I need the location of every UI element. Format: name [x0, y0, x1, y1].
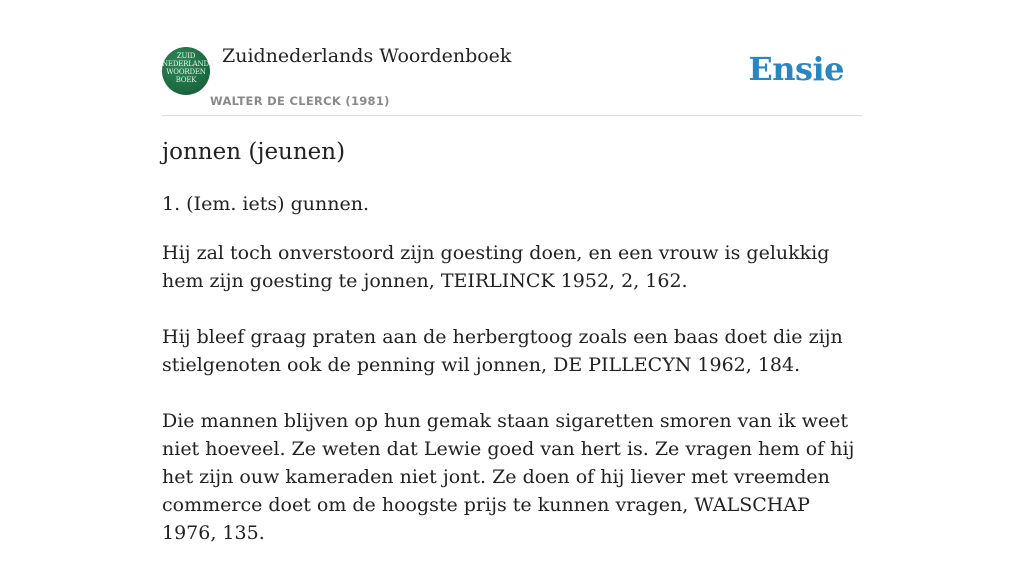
quote-2: Hij bleef graag praten aan de herbergtoog zoals een baas doet die zijn stielgenoten ook de penning wil jonnen, DE PILLECYN 1962, 184. — [162, 326, 843, 376]
entry-headword: jonnen (jeunen) — [162, 139, 346, 165]
entry-quotes — [162, 239, 862, 575]
ensie-brand-logo[interactable]: Ensie — [748, 50, 844, 88]
page-content — [162, 0, 862, 544]
quote-3: Die mannen blijven op hun gemak staan sigaretten smoren van ik weet niet hoeveel. Ze weten dat Lewie goed van hert is. Ze vragen hem of hij het zijn ouw kameraden niet jont. Ze doen of hij liever met vreemden commerce doet om de hoogste prijs te kunnen vragen, WALSCHAP 1976, 135. — [162, 410, 855, 544]
dictionary-author: WALTER DE CLERCK (1981) — [210, 94, 390, 108]
dictionary-title[interactable]: Zuidnederlands Woordenboek — [222, 45, 512, 67]
quote-1: Hij zal toch onverstoord zijn goesting doen, en een vrouw is gelukkig hem zijn goesting te jonnen, TEIRLINCK 1952, 2, 162. — [162, 242, 830, 292]
dictionary-header — [162, 0, 862, 116]
dictionary-logo[interactable] — [162, 47, 214, 95]
logo-text: ZUID NEDERLANDS WOORDEN BOEK — [162, 52, 214, 84]
entry-sense: 1. (Iem. iets) gunnen. — [162, 193, 369, 215]
